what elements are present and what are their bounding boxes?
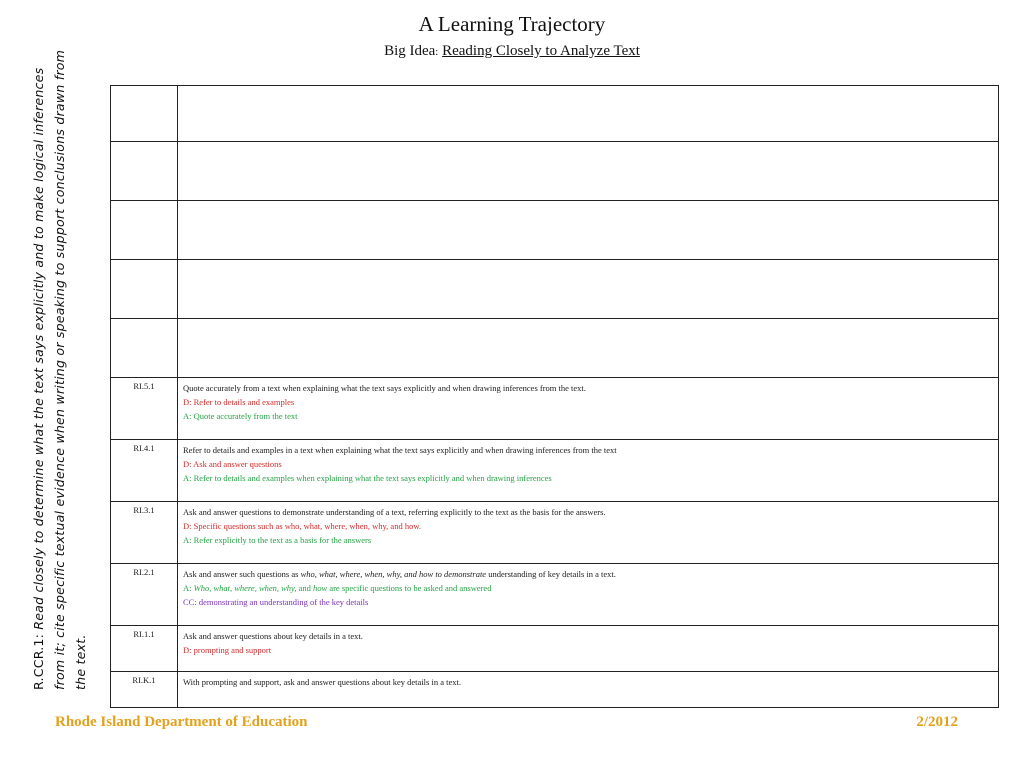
standard-content — [178, 564, 999, 626]
table-row-empty — [111, 142, 999, 201]
code-cell — [111, 142, 178, 201]
table-row-empty — [111, 201, 999, 260]
standard-content — [178, 672, 999, 708]
decoding-text: D: Specific questions such as who, what, where, when, why, and how. — [183, 521, 422, 531]
page-subtitle — [0, 43, 1024, 60]
big-idea-label: Big Idea — [384, 43, 436, 59]
standard-italic: who, what, where, when, why, and how to demonstrate — [300, 569, 487, 579]
content-cell — [178, 142, 999, 201]
standard-text: With prompting and support, ask and answer questions about key details in a text. — [183, 677, 461, 687]
trajectory-table — [110, 85, 999, 708]
standard-text: Quote accurately from a text when explaining what the text says explicitly and when drawing inferences from the text. — [183, 383, 586, 393]
anchor-standard-text — [28, 40, 91, 690]
adding-italic: Who, what, where, when, why, — [193, 583, 297, 593]
table-row-empty — [111, 319, 999, 378]
anchor-standard-body: Read closely to determine what the text says explicitly and to make logical inferences from it; cite specific textual evidence when writing or speaking to support conclusions drawn from the text. — [31, 49, 88, 690]
standard-text: Refer to details and examples in a text when explaining what the text says explicitly and when drawing inferences from the text — [183, 445, 617, 455]
anchor-standard-code: R.CCR.1: — [31, 633, 46, 690]
adding-text: A: Refer explicitly to the text as a basis for the answers — [183, 535, 372, 545]
content-cell — [178, 201, 999, 260]
content-cell — [178, 86, 999, 142]
code-cell — [111, 201, 178, 260]
adding-text: A: Quote accurately from the text — [183, 411, 298, 421]
standard-text — [183, 567, 998, 581]
content-cell — [178, 319, 999, 378]
standard-code: RI.2.1 — [111, 564, 178, 626]
standard-content — [178, 502, 999, 564]
standard-content — [178, 378, 999, 440]
table-row-empty — [111, 260, 999, 319]
decoding-text: D: Refer to details and examples — [183, 397, 295, 407]
decoding-text: D: Ask and answer questions — [183, 459, 282, 469]
table-row-ri3 — [111, 502, 999, 564]
adding-text: A: Refer to details and examples when explaining what the text says explicitly and when drawing inferences — [183, 473, 552, 483]
changing-text: CC: demonstrating an understanding of the key details — [183, 597, 369, 607]
page-title: A Learning Trajectory — [418, 12, 606, 36]
adding-suffix: are specific questions to be asked and answered — [327, 583, 492, 593]
adding-text — [183, 581, 998, 595]
footer-date: 2/2012 — [916, 714, 958, 730]
adding-prefix: A: — [183, 583, 194, 593]
big-idea-colon: : — [435, 46, 439, 58]
decoding-text: D: prompting and support — [183, 645, 272, 655]
standard-code: RI.3.1 — [111, 502, 178, 564]
standard-text: Ask and answer questions about key details in a text. — [183, 631, 363, 641]
table-row-empty — [111, 86, 999, 142]
standard-code: RI.5.1 — [111, 378, 178, 440]
table-row-ri5 — [111, 378, 999, 440]
adding-italic-2: how — [313, 583, 328, 593]
table-row-ri4 — [111, 440, 999, 502]
code-cell — [111, 260, 178, 319]
standard-code: RI.4.1 — [111, 440, 178, 502]
table-row-ri1 — [111, 626, 999, 672]
table-row-rik — [111, 672, 999, 708]
code-cell — [111, 86, 178, 142]
footer-organization: Rhode Island Department of Education — [55, 714, 308, 730]
standard-code: RI.1.1 — [111, 626, 178, 672]
table-row-ri2 — [111, 564, 999, 626]
standard-text: Ask and answer questions to demonstrate understanding of a text, referring explicitly to the text as the basis for the answers. — [183, 507, 606, 517]
standard-code: RI.K.1 — [111, 672, 178, 708]
adding-mid: and — [296, 583, 314, 593]
big-idea-text: Reading Closely to Analyze Text — [442, 43, 640, 59]
standard-prefix: Ask and answer such questions as — [183, 569, 301, 579]
code-cell — [111, 319, 178, 378]
standard-suffix: understanding of key details in a text. — [486, 569, 616, 579]
standard-content — [178, 626, 999, 672]
standard-content — [178, 440, 999, 502]
content-cell — [178, 260, 999, 319]
